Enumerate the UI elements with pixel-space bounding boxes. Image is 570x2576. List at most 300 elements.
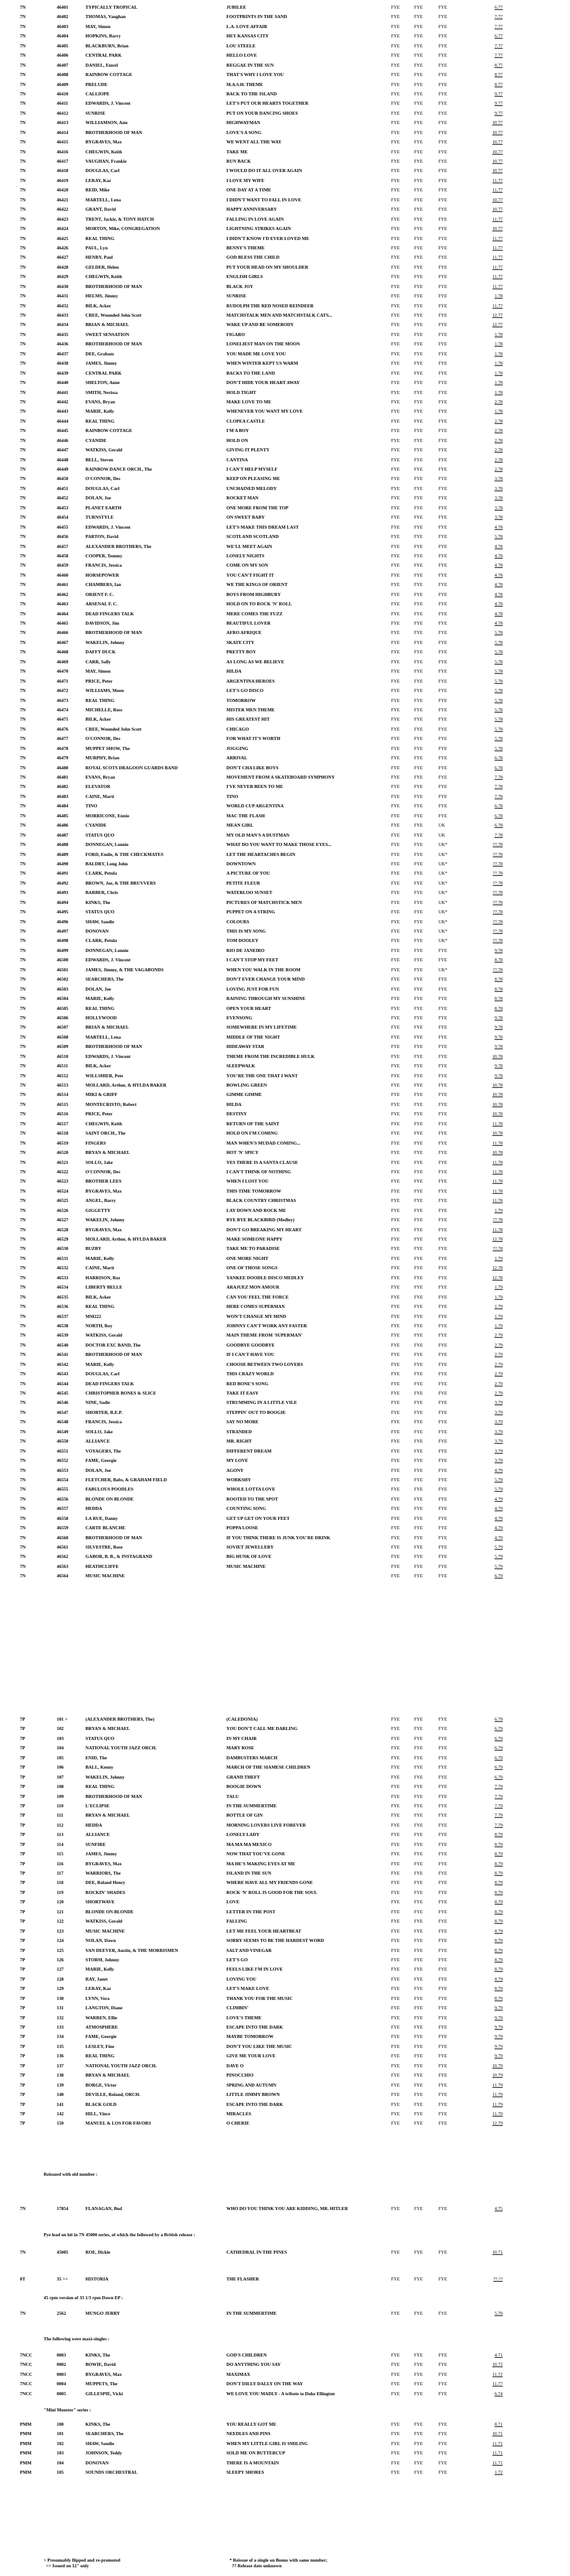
song-title: LET THE HEARTACHES BEGIN: [226, 851, 296, 857]
table-row: [0, 734, 570, 743]
format-code-3: FYE: [438, 2120, 447, 2127]
format-code-3: FYE: [438, 1130, 447, 1137]
catalogue-number: 46408: [57, 72, 69, 78]
catalogue-number: 46433: [57, 312, 69, 318]
format-code-1: FYE: [391, 52, 400, 59]
format-code-2: FYE: [414, 1390, 423, 1396]
format-code-2: FYE: [414, 23, 423, 29]
catalogue-prefix: 7P: [20, 1851, 26, 1857]
artist-name: CHEGWIN, Keith: [85, 148, 122, 155]
table-row: [0, 147, 570, 156]
table-row: [0, 1888, 570, 1897]
artist-name: DOLAN, Joe: [85, 1467, 112, 1473]
catalogue-prefix: 7N: [20, 398, 26, 405]
song-title: GIVING IT PLENTY: [226, 447, 270, 453]
format-code-2: FYE: [414, 2092, 423, 2098]
song-title: ONE MORE FROM THE TOP: [226, 504, 289, 511]
artist-name: (ALEXANDER BROTHERS, The): [85, 1716, 155, 1722]
format-code-3: FYE: [438, 312, 447, 318]
format-code-1: FYE: [391, 957, 400, 963]
table-row: [0, 1571, 570, 1580]
catalogue-prefix: 7N: [20, 4, 26, 10]
table-row: [0, 503, 570, 512]
release-date: 6.78: [495, 822, 503, 829]
format-code-3: FYE: [438, 764, 447, 771]
release-date: 2.79: [495, 1380, 503, 1387]
catalogue-number: 46543: [57, 1371, 69, 1377]
catalogue-number: 46457: [57, 543, 69, 549]
artist-name: VAUGHAN, Frankie: [85, 158, 127, 164]
release-date: 3.79: [495, 1400, 503, 1406]
release-date: 2.78: [495, 437, 503, 443]
format-code-3: UK*: [438, 909, 448, 915]
format-code-1: FYE: [391, 736, 400, 742]
format-code-1: FYE: [391, 601, 400, 607]
format-code-2: FYE: [414, 322, 423, 328]
release-date: 11.79: [492, 2101, 503, 2107]
catalogue-prefix: 7N: [20, 1496, 26, 1502]
catalogue-prefix: 7N: [20, 312, 26, 318]
table-row: [0, 522, 570, 532]
artist-name: FLANAGAN, Bud: [85, 2206, 122, 2211]
table-row: [0, 1897, 570, 1906]
artist-name: PRICE, Peter: [85, 678, 113, 684]
artist-name: WILLIAMS, Moon: [85, 688, 124, 694]
table-row: [0, 1542, 570, 1552]
release-date: 8.79: [495, 1880, 503, 1886]
song-title: BOWLING GREEN: [226, 1082, 268, 1088]
catalogue-number: 46506: [57, 1014, 69, 1021]
release-date: 12.78: [492, 1265, 503, 1271]
format-code-1: FYE: [391, 630, 400, 636]
song-title: WHAT DO YOU WANT TO MAKE THOSE EYES...: [226, 842, 332, 848]
format-code-3: FYE: [438, 90, 447, 97]
format-code-3: FYE: [438, 4, 447, 10]
song-title: HOLD TIGHT: [226, 389, 256, 395]
song-title: MAXIMAX: [226, 2371, 251, 2377]
release-date: 6.79: [495, 1774, 503, 1780]
format-code-1: FYE: [391, 688, 400, 694]
format-code-1: FYE: [391, 966, 400, 973]
catalogue-number: 113: [57, 1832, 64, 1838]
catalogue-prefix: 7N: [20, 1400, 26, 1406]
format-code-2: FYE: [414, 1034, 423, 1040]
catalogue-prefix: 7N: [20, 1207, 26, 1213]
catalogue-prefix: 7N: [20, 1063, 26, 1069]
format-code-2: FYE: [414, 880, 423, 886]
artist-name: NATIONAL YOUTH JAZZ ORCH.: [85, 1745, 157, 1751]
format-code-1: FYE: [391, 1419, 400, 1425]
artist-name: HEDDA: [85, 1506, 102, 1512]
format-code-2: FYE: [414, 2005, 423, 2011]
format-code-2: FYE: [414, 226, 423, 232]
format-code-3: FYE: [438, 736, 447, 742]
artist-name: HORSEPOWER: [85, 572, 119, 578]
artist-name: WAKELIN, Johnny: [85, 1774, 125, 1780]
catalogue-prefix: 7N: [20, 456, 26, 463]
catalogue-prefix: 7N: [20, 764, 26, 771]
song-title: LOU STEELE: [226, 42, 256, 49]
catalogue-prefix: 7N: [20, 1563, 26, 1569]
artist-name: STORM, Johnny: [85, 1956, 120, 1963]
format-code-2: FYE: [414, 1014, 423, 1021]
artist-name: MORRICONE, Ennio: [85, 812, 130, 819]
catalogue-prefix: PMM: [20, 2421, 32, 2427]
format-code-3: FYE: [438, 216, 447, 222]
catalogue-prefix: 7N: [20, 447, 26, 453]
catalogue-prefix: 7P: [20, 1938, 26, 1944]
song-title: WE WENT ALL THE WAY: [226, 139, 282, 145]
catalogue-prefix: 7N: [20, 697, 26, 703]
catalogue-number: 46443: [57, 408, 69, 415]
release-date: 7.79: [495, 1822, 503, 1828]
song-title: MARY ROSE: [226, 1745, 254, 1751]
catalogue-prefix: 7N: [20, 1467, 26, 1473]
song-title: YOU DON'T CALL ME DARLING: [226, 1726, 298, 1732]
format-code-3: FYE: [438, 1486, 447, 1492]
release-date: 2.78: [495, 398, 503, 405]
song-title: MAYBE TOMORROW: [226, 2034, 274, 2040]
release-date: 4.78: [495, 552, 503, 559]
release-date: 9.78: [495, 947, 503, 953]
artist-name: BLACK GOLD: [85, 2101, 117, 2107]
catalogue-number: 46464: [57, 610, 69, 617]
format-code-2: FYE: [414, 370, 423, 376]
catalogue-prefix: 7N: [20, 1525, 26, 1531]
catalogue-prefix: 7N: [20, 784, 26, 790]
artist-name: DEVILLE, Roland, ORCH.: [85, 2092, 140, 2098]
song-title: MIDDLE OF THE NIGHT: [226, 1034, 281, 1040]
format-code-3: FYE: [438, 1352, 447, 1358]
release-date: 3.78: [495, 514, 503, 521]
format-code-2: FYE: [414, 706, 423, 713]
catalogue-number: 46499: [57, 947, 69, 953]
artist-name: PARTON, David: [85, 534, 118, 540]
catalogue-number: 46558: [57, 1515, 69, 1521]
release-date: 8.79: [495, 1966, 503, 1973]
format-code-3: FYE: [438, 1534, 447, 1540]
format-code-1: FYE: [391, 1150, 400, 1156]
catalogue-number: 46523: [57, 1178, 69, 1185]
song-title: SLEEPY SHORES: [226, 2469, 264, 2476]
catalogue-prefix: 7N: [20, 706, 26, 713]
catalogue-prefix: 7P: [20, 1735, 26, 1741]
format-code-3: FYE: [438, 398, 447, 405]
format-code-3: FYE: [438, 466, 447, 472]
release-date: 9.78: [495, 1014, 503, 1021]
release-date: 3.79: [495, 1448, 503, 1454]
format-code-2: FYE: [414, 1802, 423, 1809]
artist-name: BROTHERHOOD OF MAN: [85, 630, 142, 636]
catalogue-prefix: 7N: [20, 1322, 26, 1329]
format-code-3: FYE: [438, 206, 447, 213]
artist-name: KINKS, The: [85, 2421, 110, 2427]
catalogue-prefix: 7N: [20, 1168, 26, 1175]
release-date: 10.78: [492, 1111, 503, 1117]
table-row: [0, 445, 570, 454]
format-code-1: FYE: [391, 283, 400, 289]
artist-name: BRYAN & MICHAEL: [85, 1726, 130, 1732]
table-row: [0, 1820, 570, 1830]
table-row: [0, 378, 570, 387]
artist-name: DONOVAN: [85, 928, 109, 934]
format-code-1: FYE: [391, 1332, 400, 1338]
artist-name: BRIAN & MICHAEL: [85, 322, 129, 328]
release-date: 4.75: [495, 2206, 503, 2211]
format-code-2: FYE: [414, 1841, 423, 1847]
format-code-3: UK*: [438, 918, 448, 925]
artist-name: BROTHER LEES: [85, 1178, 122, 1185]
format-code-3: FYE: [438, 360, 447, 367]
format-code-1: FYE: [391, 1034, 400, 1040]
catalogue-number: 46421: [57, 196, 69, 203]
table-row: [0, 570, 570, 580]
artist-name: BRIAN & MICHAEL: [85, 1024, 129, 1031]
catalogue-prefix: 7N: [20, 860, 26, 867]
table-row: [0, 696, 570, 705]
format-code-2: FYE: [414, 1793, 423, 1799]
format-code-1: FYE: [391, 803, 400, 809]
catalogue-prefix: 7NCC: [20, 2352, 32, 2358]
artist-name: SEARCHERS, The: [85, 2431, 124, 2437]
artist-name: EDWARDS, J. Vincent: [85, 1053, 131, 1059]
format-code-1: FYE: [391, 389, 400, 395]
artist-name: BLONDE ON BLONDE: [85, 1496, 134, 1502]
artist-name: CLARK, Petula: [85, 938, 117, 944]
catalogue-prefix: 7N: [20, 158, 26, 164]
catalogue-number: 0004: [57, 2381, 66, 2387]
format-code-1: FYE: [391, 1390, 400, 1396]
format-code-3: UK*: [438, 842, 448, 848]
artist-name: REAL THING: [85, 1005, 115, 1011]
format-code-2: FYE: [414, 2371, 423, 2377]
catalogue-number: 0003: [57, 2352, 66, 2358]
release-date: 5.78: [495, 736, 503, 742]
format-code-3: UK: [438, 822, 445, 829]
release-date: 11.77: [492, 274, 503, 280]
artist-name: MARIE, Kelly: [85, 1966, 114, 1973]
catalogue-number: 46508: [57, 1034, 69, 1040]
catalogue-prefix: 7N: [20, 408, 26, 415]
format-code-3: FYE: [438, 235, 447, 241]
table-row: [0, 1119, 570, 1128]
format-code-1: FYE: [391, 2043, 400, 2049]
table-row: [0, 234, 570, 243]
artist-name: THOMAS, Vaughan: [85, 14, 126, 20]
release-date: 11.77: [492, 302, 503, 309]
table-row: [0, 1417, 570, 1426]
table-row: [0, 1772, 570, 1782]
table-row: [0, 108, 570, 118]
release-date: 3.79: [495, 1428, 503, 1435]
song-title: TAKE ME TO PARADISE: [226, 1246, 280, 1252]
format-code-1: FYE: [391, 1428, 400, 1435]
song-title: HIDEAWAY STAR: [226, 1044, 264, 1050]
song-title: WE LOVE YOU MADLY - A tribute to Duke Ellington: [226, 2390, 335, 2396]
catalogue-prefix: 7N: [20, 726, 26, 732]
table-row: [0, 609, 570, 618]
format-code-2: FYE: [414, 485, 423, 491]
format-code-1: FYE: [391, 928, 400, 934]
format-code-3: FYE: [438, 1880, 447, 1886]
format-code-3: FYE: [438, 630, 447, 636]
format-code-1: FYE: [391, 398, 400, 405]
release-date: 11.71: [492, 2459, 503, 2466]
format-code-1: FYE: [391, 129, 400, 135]
table-row: [0, 638, 570, 647]
catalogue-number: 46509: [57, 1044, 69, 1050]
format-code-1: FYE: [391, 842, 400, 848]
release-date: 9.79: [495, 2053, 503, 2059]
song-title: RUDOLPH THE RED NOSED REINDEER: [226, 302, 314, 309]
format-code-2: FYE: [414, 1226, 423, 1233]
artist-name: HISTORIA: [85, 2276, 109, 2282]
format-code-2: FYE: [414, 2249, 423, 2255]
format-code-2: FYE: [414, 418, 423, 424]
artist-name: SEARCHERS, The: [85, 976, 124, 983]
catalogue-number: 139: [57, 2082, 64, 2088]
catalogue-prefix: 7N: [20, 1024, 26, 1031]
catalogue-prefix: 7N: [20, 870, 26, 877]
format-code-1: FYE: [391, 1188, 400, 1194]
format-code-3: FYE: [438, 1255, 447, 1261]
format-code-1: FYE: [391, 312, 400, 318]
catalogue-block: [0, 2350, 570, 2398]
table-row: [0, 868, 570, 878]
format-code-3: FYE: [438, 1860, 447, 1867]
artist-name: BILK, Acker: [85, 1063, 112, 1069]
format-code-1: FYE: [391, 668, 400, 675]
format-code-3: FYE: [438, 1784, 447, 1790]
format-code-2: FYE: [414, 755, 423, 761]
catalogue-prefix: 8T: [20, 2276, 26, 2282]
format-code-2: FYE: [414, 495, 423, 501]
release-date: 1.79: [495, 1255, 503, 1261]
catalogue-number: 46535: [57, 1294, 69, 1300]
song-title: MATCHSTALK MEN AND MATCHSTALK CATS...: [226, 312, 332, 318]
catalogue-number: 46546: [57, 1400, 69, 1406]
artist-name: SOLLO, Jake: [85, 1428, 113, 1435]
footnote-left-text: > Presumably flipped and re-promoted >> Issued on 12" only: [44, 2557, 120, 2569]
song-title: LOVE'S THEME: [226, 2014, 262, 2021]
artist-name: SAINT ORCH., The: [85, 1130, 126, 1137]
release-date: 5.78: [495, 745, 503, 751]
format-code-3: UK: [438, 832, 445, 838]
release-date: 5.78: [495, 706, 503, 713]
artist-name: RAINBOW DANCE ORCH., The: [85, 466, 152, 472]
format-code-3: FYE: [438, 2034, 447, 2040]
format-code-3: FYE: [438, 1428, 447, 1435]
artist-name: JAMES, Jimmy, & THE VAGABONDS: [85, 966, 164, 973]
format-code-2: FYE: [414, 716, 423, 723]
format-code-3: UK*: [438, 880, 448, 886]
format-code-1: FYE: [391, 1928, 400, 1934]
format-code-1: FYE: [391, 1880, 400, 1886]
artist-name: BYGRAVES, Max: [85, 2371, 122, 2377]
format-code-3: FYE: [438, 1332, 447, 1338]
song-title: GOD'S CHILDREN: [226, 2352, 267, 2358]
catalogue-prefix: 7N: [20, 986, 26, 992]
format-code-2: FYE: [414, 1063, 423, 1069]
table-row: [0, 2051, 570, 2060]
format-code-3: FYE: [438, 370, 447, 376]
format-code-3: UK*: [438, 860, 448, 867]
artist-name: MARIE, Kelly: [85, 996, 114, 1002]
catalogue-number: 46557: [57, 1506, 69, 1512]
release-date: 11.78: [492, 1168, 503, 1175]
catalogue-number: 46498: [57, 938, 69, 944]
format-code-2: FYE: [414, 890, 423, 896]
format-code-3: FYE: [438, 129, 447, 135]
format-code-2: FYE: [414, 543, 423, 549]
song-title: LET ME FEEL YOUR HEARTBEAT: [226, 1928, 301, 1934]
song-title: TALU: [226, 1793, 239, 1799]
song-title: DON'T YOU LIKE THE MUSIC: [226, 2043, 292, 2049]
release-date: 5.78: [495, 658, 503, 665]
catalogue-number: 46544: [57, 1380, 69, 1387]
song-title: HOLD ON TO ROCK 'N' ROLL: [226, 601, 292, 607]
format-code-3: FYE: [438, 254, 447, 261]
artist-name: CAINE, Marti: [85, 793, 114, 799]
artist-name: SOLLO, Jake: [85, 1159, 113, 1165]
catalogue-prefix: 7P: [20, 1966, 26, 1973]
table-row: [0, 1004, 570, 1013]
artist-name: BROTHERHOOD OF MAN: [85, 1793, 142, 1799]
format-code-1: FYE: [391, 1448, 400, 1454]
table-row: [0, 1013, 570, 1022]
song-title: IN THE SUMMERTIME: [226, 1802, 277, 1809]
format-code-1: FYE: [391, 899, 400, 905]
format-code-2: FYE: [414, 764, 423, 771]
format-code-3: FYE: [438, 947, 447, 953]
song-title: MA HE'S MAKING EYES AT ME: [226, 1860, 296, 1867]
catalogue-number: 46479: [57, 755, 69, 761]
catalogue-prefix: 7N: [20, 1188, 26, 1194]
release-date: 3.78: [495, 504, 503, 511]
release-date: 1.78: [495, 380, 503, 386]
format-code-1: FYE: [391, 1726, 400, 1732]
catalogue-prefix: 7N: [20, 1130, 26, 1137]
catalogue-prefix: 7N: [20, 476, 26, 482]
song-title: RIO DE JANEIRO: [226, 947, 265, 953]
catalogue-prefix: 7P: [20, 1754, 26, 1761]
format-code-1: FYE: [391, 1754, 400, 1761]
artist-name: HARRISON, Roz: [85, 1274, 120, 1281]
table-row: [0, 994, 570, 1003]
catalogue-number: 46416: [57, 148, 69, 155]
catalogue-prefix: 7N: [20, 380, 26, 386]
catalogue-number: 46545: [57, 1390, 69, 1396]
catalogue-number: 46494: [57, 899, 69, 905]
format-code-2: FYE: [414, 1573, 423, 1579]
release-date: 4.79: [495, 1496, 503, 1502]
catalogue-prefix: 7N: [20, 745, 26, 751]
release-date: 3.79: [495, 1419, 503, 1425]
format-code-2: FYE: [414, 938, 423, 944]
format-code-1: FYE: [391, 1294, 400, 1300]
format-code-2: FYE: [414, 33, 423, 39]
release-date: 2.79: [495, 1361, 503, 1367]
format-code-2: FYE: [414, 293, 423, 299]
format-code-1: FYE: [391, 196, 400, 203]
song-title: SAY NO MORE: [226, 1419, 259, 1425]
catalogue-number: 123: [57, 1928, 64, 1934]
song-title: FALLING IN LOVE AGAIN: [226, 216, 284, 222]
format-code-2: FYE: [414, 1188, 423, 1194]
catalogue-number: 46401: [57, 4, 69, 10]
table-row: [0, 2468, 570, 2477]
catalogue-number: 46413: [57, 120, 69, 126]
